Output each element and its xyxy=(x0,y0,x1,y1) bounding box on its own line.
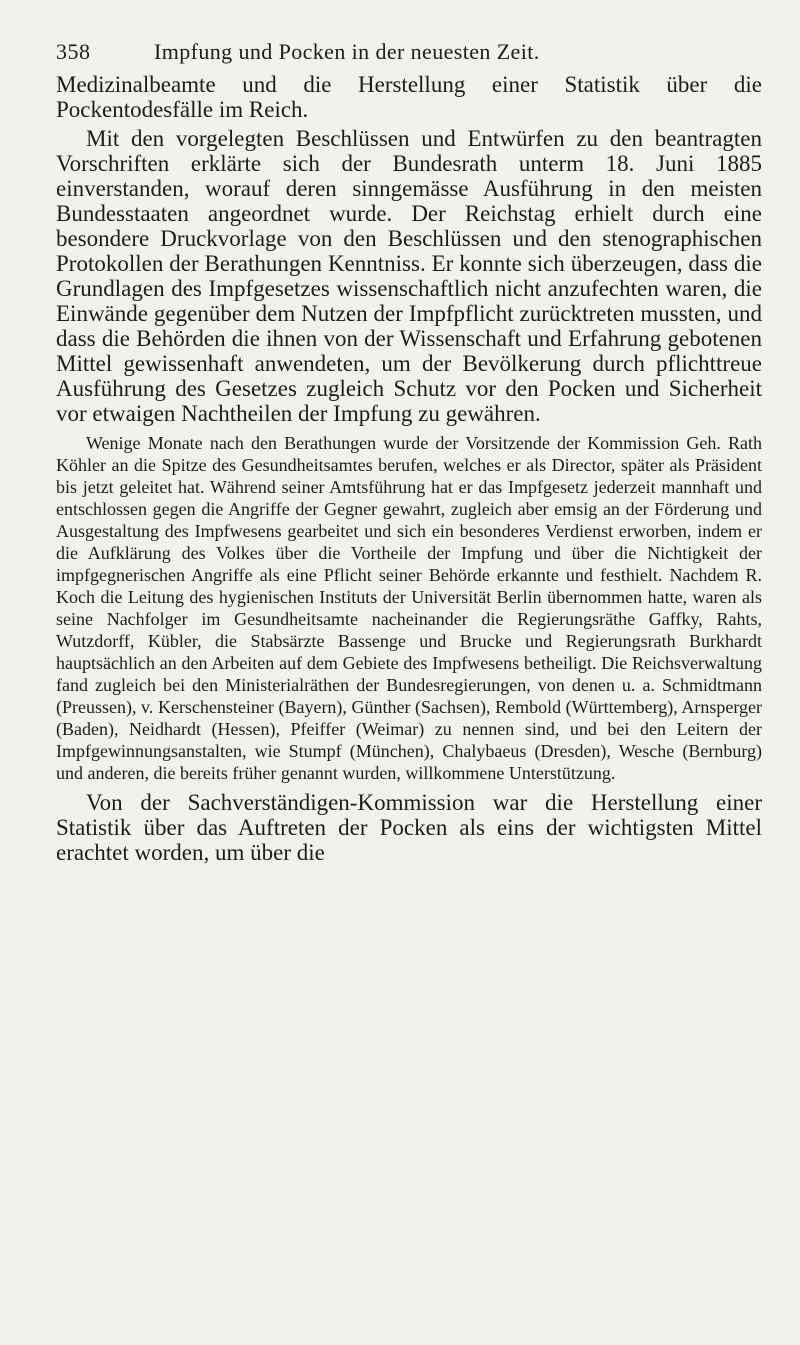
paragraph-continuation: Medizinalbeamte und die Herstellung einer Statistik über die Pockentodesfälle im Reich. xyxy=(56,72,762,122)
page-header xyxy=(56,30,762,70)
paragraph-bundesrath: Mit den vorgelegten Beschlüssen und Entwürfen zu den beantragten Vorschriften erklärte sich der Bundesrath unterm 18. Juni 1885 einverstanden, worauf deren sinngemässe Ausführung in den meisten Bundesstaaten angeordnet wurde. Der Reichstag erhielt durch eine besondere Druckvorlage von den Beschlüssen und den stenographischen Protokollen der Berathungen Kenntniss. Er konnte sich überzeugen, dass die Grundlagen des Impfgesetzes wissenschaftlich nicht anzufechten waren, die Einwände gegenüber dem Nutzen der Impfpflicht zurücktreten mussten, und dass die Behörden die ihnen von der Wissenschaft und Erfahrung gebotenen Mittel gewissenhaft anwendeten, um der Bevölkerung durch pflichttreue Ausführung des Gesetzes zugleich Schutz vor den Pocken und Sicherheit vor etwaigen Nachtheilen der Impfung zu gewähren. xyxy=(56,126,762,426)
paragraph-koehler: Wenige Monate nach den Berathungen wurde der Vorsitzende der Kommission Geh. Rath Köhler an die Spitze des Gesundheitsamtes berufen, welches er als Director, später als Präsident bis jetzt geleitet hat. Während seiner Amtsführung hat er das Impfgesetz jederzeit mannhaft und entschlossen gegen die Angriffe der Gegner gewahrt, zugleich aber emsig an der Förderung und Ausgestaltung des Impfwesens gearbeitet und sich ein besonderes Verdienst erworben, indem er die Aufklärung des Volkes über die Vortheile der Impfung und über die Nichtigkeit der impfgegnerischen Angriffe als eine Pflicht seiner Behörde erkannte und festhielt. Nachdem R. Koch die Leitung des hygienischen Instituts der Universität Berlin übernommen hatte, waren als seine Nachfolger im Gesundheitsamte nacheinander die Regierungsräthe Gaffky, Rahts, Wutzdorff, Kübler, die Stabsärzte Bassenge und Brucke und Regierungsrath Burkhardt hauptsächlich an den Arbeiten auf dem Gebiete des Impfwesens betheiligt. Die Reichsverwaltung fand zugleich bei den Ministerialräthen der Bundesregierungen, von denen u. a. Schmidtmann (Preussen), v. Kerschensteiner (Bayern), Günther (Sachsen), Rembold (Württemberg), Arnsperger (Baden), Neidhardt (Hessen), Pfeiffer (Weimar) zu nennen sind, und bei den Leitern der Impfgewinnungsanstalten, wie Stumpf (München), Chalybaeus (Dresden), Wesche (Bernburg) und anderen, die bereits früher genannt wurden, willkommene Unterstützung. xyxy=(56,433,762,783)
paragraph-statistik: Von der Sachverständigen-Kommission war die Herstellung einer Statistik über das Auftreten der Pocken als eins der wichtigsten Mittel erachtet worden, um über die xyxy=(56,790,762,865)
book-page xyxy=(56,30,762,865)
running-title: Impfung und Pocken in der neuesten Zeit. xyxy=(154,39,540,64)
page-number: 358 xyxy=(56,39,91,64)
